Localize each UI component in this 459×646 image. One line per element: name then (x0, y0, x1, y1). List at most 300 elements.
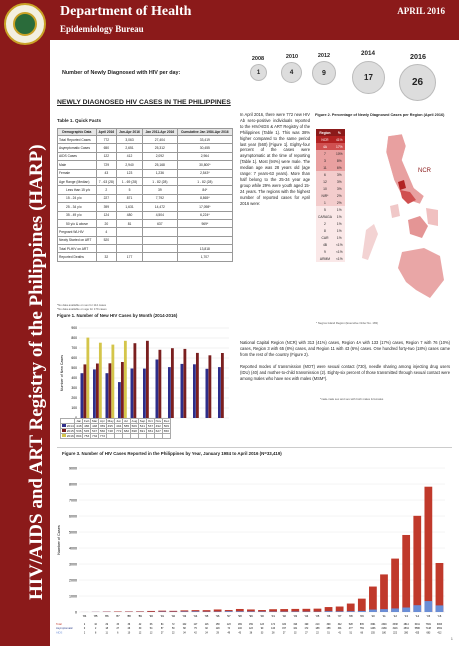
series-label: Total (56, 622, 62, 626)
data-label: 66 (149, 623, 153, 626)
x-tick-label: '16 (437, 614, 442, 618)
table-row (316, 234, 345, 241)
bar-total (302, 609, 310, 612)
data-label: 342 (337, 623, 342, 626)
x-tick-label: '99 (249, 614, 253, 618)
map-palawan (362, 224, 378, 260)
map-samar (426, 208, 438, 226)
x-tick-label: '92 (171, 614, 176, 618)
table-cell: Pregnant WLHIV (58, 228, 97, 236)
table-row (58, 177, 233, 185)
table-cell: 25,312 (142, 144, 177, 152)
table-cell: 122 (96, 152, 116, 160)
bar-2014 (93, 369, 96, 418)
data-label: 28 (271, 632, 275, 635)
table-cell: Asymptomatic Cases (58, 144, 97, 152)
table-cell: 650 (163, 429, 169, 433)
table-cell: Age Range (Median) (58, 177, 97, 185)
table-cell: 537 (147, 424, 154, 428)
x-tick-label: '02 (282, 614, 287, 618)
table-cell: 494 (116, 424, 122, 428)
report-date: APRIL 2016 (397, 6, 445, 16)
table1-header-cell: Cumulative Jan 1984-Apr 2016 (177, 129, 232, 136)
table-cell: 8,865* (177, 194, 232, 202)
table-cell: 480 (117, 211, 143, 219)
table1-note: *No data available on sex for 112 cases (57, 303, 107, 307)
data-label: 51 (327, 632, 330, 635)
per-day-circle: 9 (312, 61, 336, 85)
table-cell: 585 (123, 424, 130, 428)
table-row (61, 434, 171, 439)
bar-2015 (96, 364, 99, 419)
x-tick-label: '11 (382, 614, 386, 618)
table-cell: 13,818 (177, 245, 232, 253)
bureau-name: Epidemiology Bureau (60, 24, 144, 34)
bar-2014 (131, 369, 134, 419)
table-cell: 41% (334, 136, 345, 143)
data-label: 36 (127, 623, 131, 626)
bar-2015 (196, 353, 199, 418)
table-cell: 1% (334, 227, 345, 234)
data-label: 158 (215, 623, 220, 626)
figure2-caption: Figure 2. Percentage of Newly Diagnosed Cases per Region (April 2016) (315, 113, 445, 117)
y-tick-label: 200 (71, 396, 77, 401)
y-axis-label: Number of New Cases (60, 354, 64, 392)
table1-header-cell: Jan-Apr 2016 (117, 129, 143, 136)
header-bar (50, 0, 459, 40)
data-label: 2 (83, 632, 86, 635)
table-cell: 177 (117, 253, 143, 261)
data-label: 477 (348, 628, 353, 631)
table-row (58, 136, 233, 144)
y-tick-label: 500 (71, 366, 77, 371)
data-label: 155 (370, 632, 375, 635)
per-day-circle: 1 (250, 64, 267, 81)
table-row (316, 213, 345, 220)
table-cell: 30,455 (177, 144, 232, 152)
table-cell: 1% (334, 206, 345, 213)
table-row (316, 255, 345, 262)
data-label: 74 (227, 628, 231, 631)
table-cell (142, 228, 177, 236)
table-row (58, 228, 233, 236)
data-label: 2651 (436, 628, 443, 631)
table-cell: 1,236 (142, 169, 177, 177)
table-row (316, 241, 345, 248)
table1-header-cell: Jan 2011-Apr 2016 (142, 129, 177, 136)
table-cell (96, 245, 116, 253)
bar-total (347, 604, 355, 612)
data-label: 425 (415, 632, 420, 635)
table-cell: 359 (99, 424, 106, 428)
table-cell (130, 434, 138, 439)
bar-2014 (168, 367, 171, 418)
data-label: 33 (116, 623, 120, 626)
divider (57, 447, 452, 448)
bar-total (314, 609, 322, 612)
x-tick-label: '04 (304, 614, 309, 618)
data-label: 146 (271, 628, 276, 631)
y-tick-label: 9000 (69, 466, 77, 471)
x-tick-label: '05 (315, 614, 320, 618)
figure3-caption: Figure 3. Number of HIV Cases Reported in the Philippines by Year, January 1984 to April 2016 (N=33,419) (62, 451, 282, 456)
bar-total (436, 563, 444, 612)
table-row (316, 220, 345, 227)
table1-header-cell: April 2016 (96, 129, 116, 136)
bar-2015 (171, 348, 174, 418)
table-cell: 124 (96, 211, 116, 219)
table-cell: 4A (316, 143, 334, 150)
per-day-year: 2010 (285, 54, 299, 60)
bar-aids (391, 608, 399, 612)
bar-2015 (158, 350, 161, 418)
data-label: 29 (216, 632, 219, 635)
table-cell (162, 434, 170, 439)
data-label: 3338 (392, 623, 398, 626)
figure1-caption: Figure 1. Number of New HIV Cases by Month (2014-2016) (57, 313, 178, 318)
table-cell: 509 (131, 424, 137, 428)
table-row (316, 185, 345, 192)
doh-seal-logo (4, 3, 46, 45)
table-cell: 32 (96, 253, 116, 261)
data-label: 769 (359, 628, 364, 631)
map-visayas (408, 216, 428, 238)
table-cell: 2,092 (142, 152, 177, 160)
data-label: 123 (260, 623, 264, 626)
bar-total (380, 574, 388, 612)
y-tick-label: 6000 (69, 514, 77, 519)
table-row (316, 248, 345, 255)
table-cell: 1 - 82 (28) (142, 177, 177, 185)
per-day-year: 2016 (410, 52, 426, 61)
data-label: 174 (271, 623, 276, 626)
table-cell: 2 (96, 186, 116, 194)
table-cell: 1% (334, 220, 345, 227)
data-label: 0 (83, 628, 86, 631)
table-row (58, 236, 233, 244)
data-label: 2349 (381, 623, 387, 626)
data-label: 49 (227, 632, 231, 635)
table-row (316, 178, 345, 185)
data-label: 30 (138, 628, 142, 631)
table-cell: 448 (91, 424, 98, 428)
per-day-circle: 4 (281, 62, 302, 83)
table-row (58, 152, 233, 160)
table-cell: Total Reported Cases (58, 136, 97, 144)
y-tick-label: 2000 (69, 578, 77, 583)
data-label: 1436 (370, 628, 376, 631)
table-cell (138, 434, 146, 439)
x-tick-label: '10 (371, 614, 375, 618)
bar-aids (236, 611, 244, 612)
data-label: 172 (304, 628, 309, 631)
table-cell: 536 (76, 429, 82, 433)
bar-aids (258, 611, 266, 612)
y-tick-label: 3000 (69, 562, 77, 567)
bar-2015 (108, 363, 111, 418)
table-row (58, 161, 233, 169)
data-label: 683 (426, 632, 431, 635)
data-label: 90 (260, 628, 264, 631)
bar-aids (225, 611, 233, 612)
x-tick-label: '84 (82, 614, 87, 618)
data-label: 528 (348, 623, 353, 626)
table-cell: 17,098* (177, 203, 232, 211)
data-label: 51 (349, 632, 353, 635)
bar-2015 (183, 349, 186, 418)
table-cell: 627 (155, 429, 161, 433)
table-row (316, 164, 345, 171)
data-label: 26 (127, 628, 131, 631)
data-label: 66 (360, 632, 364, 635)
bar-2016 (86, 338, 89, 418)
table-row (58, 245, 233, 253)
y-tick-label: 8000 (69, 482, 77, 487)
figure1-data-table (60, 418, 171, 439)
table-cell: 43 (96, 169, 116, 177)
bar-aids (436, 605, 444, 612)
table-cell: 871 (117, 194, 143, 202)
data-label: 42 (194, 632, 197, 635)
table-row (58, 203, 233, 211)
bar-aids (336, 611, 344, 612)
x-tick-label: '93 (182, 614, 187, 618)
table-row (316, 171, 345, 178)
table-cell: 772 (96, 136, 116, 144)
bar-aids (325, 611, 333, 612)
legend-label: 2014 (66, 424, 74, 428)
table-cell: 39 (142, 186, 177, 194)
data-label: 157 (282, 628, 287, 631)
legend-swatch (62, 424, 66, 427)
bar-total (358, 599, 366, 612)
bar-aids (413, 605, 421, 612)
y-tick-label: 7000 (69, 498, 77, 503)
table-cell: NCR (316, 136, 334, 143)
table-cell: 9 (316, 248, 334, 255)
bar-2016 (124, 341, 127, 418)
page-number: 1 (450, 636, 453, 641)
region-note: * Negros Island Region (Executive Order No. 183) (316, 321, 379, 325)
table-cell: 30,800* (177, 161, 232, 169)
table-cell: 399 (96, 203, 116, 211)
table-row (58, 194, 233, 202)
table-cell: 5 (316, 206, 334, 213)
bar-2014 (81, 373, 84, 418)
section-title: NEWLY DIAGNOSED HIV CASES IN THE PHILIPPINES (57, 99, 231, 106)
data-label: 2 (83, 623, 86, 626)
series-label (61, 429, 75, 434)
table-row (316, 227, 345, 234)
table-cell: 81 (117, 219, 143, 227)
data-label: 50 (171, 628, 175, 631)
x-tick-label: '97 (226, 614, 231, 618)
series-label (61, 424, 75, 429)
table-cell: Total PLHIV on ART (58, 245, 97, 253)
table-cell: 6% (334, 164, 345, 171)
table-cell: 8% (334, 157, 345, 164)
bar-2014 (118, 382, 121, 418)
data-label: 92 (205, 628, 208, 631)
data-label: 4534 (403, 628, 409, 631)
data-label: 412 (437, 632, 442, 635)
table-cell: 84* (177, 186, 232, 194)
table-cell: 650 (96, 144, 116, 152)
legend-swatch (62, 434, 66, 437)
series-label: Asymptomatic (56, 627, 73, 631)
x-tick-label: '89 (138, 614, 142, 618)
y-tick-label: 1000 (69, 594, 77, 599)
table-row (58, 169, 233, 177)
table-cell: 772 (99, 434, 106, 438)
table-cell: 2,940 (117, 161, 143, 169)
bar-aids (380, 609, 388, 612)
x-tick-label: '87 (115, 614, 120, 618)
data-label: 75 (194, 628, 197, 631)
data-label: 258 (326, 628, 331, 631)
map-mindanao (398, 248, 444, 298)
data-label: 835 (359, 623, 364, 626)
table1-caption: Table 1. Quick Facts (57, 118, 102, 123)
table-cell: 3% (334, 185, 345, 192)
x-tick-label: '13 (404, 614, 409, 618)
data-label: 10 (94, 623, 97, 626)
table-cell: <1% (335, 249, 343, 254)
table-cell: 772 (116, 429, 122, 433)
table-cell: 637 (142, 219, 177, 227)
table-cell: 547 (91, 429, 98, 433)
table-cell (154, 434, 162, 439)
table-cell: 7 - 63 (28) (96, 177, 116, 185)
bar-aids (358, 611, 366, 612)
table-cell: 1,631 (117, 203, 143, 211)
table-cell: 969* (177, 219, 232, 227)
data-label: 102 (182, 623, 187, 626)
table-cell: 1% (334, 234, 345, 241)
table-row (58, 219, 233, 227)
bar-aids (192, 611, 200, 612)
bar-total (336, 607, 344, 612)
table-cell: 3 (316, 157, 334, 164)
yearly-cases-chart (55, 460, 451, 636)
data-label: 301 (337, 628, 342, 631)
y-tick-label: 700 (71, 346, 77, 351)
x-tick-label: '86 (104, 614, 109, 618)
data-label: 222 (393, 632, 398, 635)
data-label: 11 (105, 632, 108, 635)
table-cell: 541 (139, 424, 145, 428)
data-label: 12 (149, 632, 153, 635)
table-cell: 651 (147, 429, 154, 433)
data-label: 22 (171, 632, 175, 635)
data-label: 27 (116, 628, 120, 631)
table-cell: 17% (334, 143, 345, 150)
x-tick-label: '85 (93, 614, 98, 618)
philippines-region-map (358, 130, 450, 320)
table-row (58, 211, 233, 219)
bar-total (413, 516, 421, 612)
data-label: 32 (293, 632, 297, 635)
table-cell: 227 (96, 194, 116, 202)
table-cell (123, 434, 131, 439)
table-cell (177, 236, 232, 244)
table-cell: 123 (117, 169, 143, 177)
table-cell: Reported Deaths (58, 253, 97, 261)
table-cell: 753 (84, 434, 90, 438)
data-label: 309 (326, 623, 331, 626)
bar-2016 (111, 345, 114, 418)
x-tick-label: '08 (348, 614, 353, 618)
month-label: Jul (123, 419, 131, 424)
department-title: Department of Health (60, 4, 192, 19)
table-cell: 3% (334, 171, 345, 178)
data-label: 180 (382, 632, 386, 635)
table1-notes (57, 303, 107, 311)
table-cell: 748 (107, 429, 113, 433)
region-header-cell: Region (316, 129, 334, 136)
table-row (316, 143, 345, 150)
x-tick-label: '07 (337, 614, 342, 618)
table-cell: CAR (316, 234, 334, 241)
table-cell: 4,504 (142, 211, 177, 219)
table-cell (177, 228, 232, 236)
table-cell: 10% (334, 150, 345, 157)
table-cell: Male (58, 161, 97, 169)
data-label: 68 (183, 628, 186, 631)
bar-2014 (106, 373, 109, 418)
data-label: 188 (315, 628, 320, 631)
table-cell: 729 (96, 161, 116, 169)
month-label: Dec (163, 419, 170, 423)
bar-2014 (218, 367, 221, 418)
table-cell (142, 236, 177, 244)
table-cell: 4 (96, 228, 116, 236)
data-label: 3063 (436, 623, 443, 626)
y-axis-label: Number of Cases (57, 525, 61, 555)
table-cell: Newly Started on ART (58, 236, 97, 244)
legend-label: 2016 (66, 434, 74, 438)
table-cell: 492 (155, 424, 161, 428)
data-label: 116 (204, 623, 209, 626)
data-label: 4814 (403, 623, 409, 626)
bar-total (391, 559, 399, 612)
bar-2015 (208, 355, 211, 418)
table-cell: 33,419 (177, 136, 232, 144)
table-row (58, 186, 233, 194)
table-cell: 486 (84, 424, 90, 428)
table-cell: CARAGA (318, 214, 332, 219)
y-tick-label: 900 (71, 326, 77, 331)
table-cell: 25,168 (142, 161, 177, 169)
month-label: Jun (116, 419, 122, 423)
table-cell: 7 (316, 150, 334, 157)
table-cell: AIDS Cases (58, 152, 97, 160)
legend-label: 2015 (66, 429, 74, 433)
data-label: 2169 (381, 628, 387, 631)
x-tick-label: '09 (359, 614, 364, 618)
data-label: 7831 (425, 623, 431, 626)
bar-aids (180, 611, 188, 612)
y-tick-label: 800 (71, 336, 77, 341)
data-label: 72 (171, 623, 175, 626)
month-label: Apr (99, 419, 105, 423)
data-label: 280 (404, 632, 409, 635)
data-label: 22 (316, 632, 319, 635)
per-day-year: 2014 (360, 50, 375, 57)
table-cell: Less than 15 y/o (58, 186, 97, 194)
bar-aids (347, 611, 355, 612)
month-label: Feb (84, 419, 90, 423)
